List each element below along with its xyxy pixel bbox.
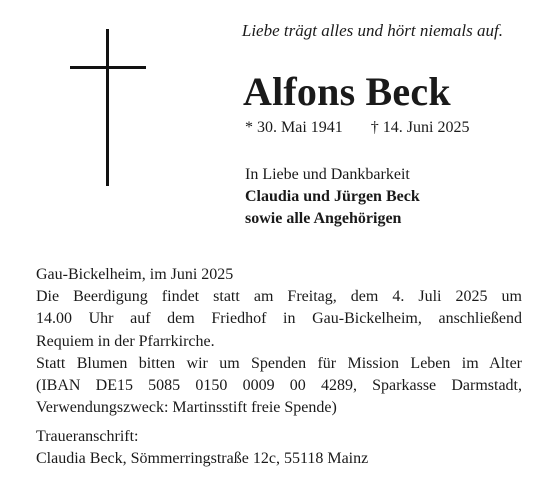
motto-quote: Liebe trägt alles und hört niemals auf. [241, 21, 503, 40]
deceased-name: Alfons Beck [243, 69, 451, 114]
donation-line: Statt Blumen bitten wir um Spenden für Mission Leben im Alter [36, 354, 522, 372]
funeral-line: 14.00 Uhr auf dem Friedhof in Gau-Bickelheim, anschließend [36, 310, 522, 328]
mourners-names: Claudia und Jürgen Beck [245, 188, 420, 205]
life-dates [245, 118, 469, 138]
death-date: † 14. Juni 2025 [370, 119, 470, 136]
donation-line: Verwendungszweck: Martinsstift freie Spende) [36, 399, 337, 417]
birth-date: * 30. Mai 1941 [245, 119, 343, 136]
cross-icon [70, 29, 146, 186]
address-label: Traueranschrift: [36, 428, 139, 445]
place-date: Gau-Bickelheim, im Juni 2025 [36, 266, 234, 283]
mourners-intro: In Liebe und Dankbarkeit [245, 166, 410, 183]
cross-vertical-bar [106, 29, 109, 186]
mourning-address [36, 426, 368, 470]
funeral-line: Requiem in der Pfarrkirche. [36, 332, 215, 350]
address-value: Claudia Beck, Sömmerringstraße 12c, 55118 Mainz [36, 450, 369, 467]
funeral-line: Die Beerdigung findet statt am Freitag, dem 4. Juli 2025 um [36, 288, 522, 306]
funeral-details [36, 264, 522, 419]
cross-horizontal-bar [70, 66, 146, 69]
mourners-others: sowie alle Angehörigen [245, 210, 402, 227]
mourners-block [245, 164, 420, 230]
donation-line: (IBAN DE15 5085 0150 0009 00 4289, Sparkasse Darmstadt, [36, 377, 522, 395]
